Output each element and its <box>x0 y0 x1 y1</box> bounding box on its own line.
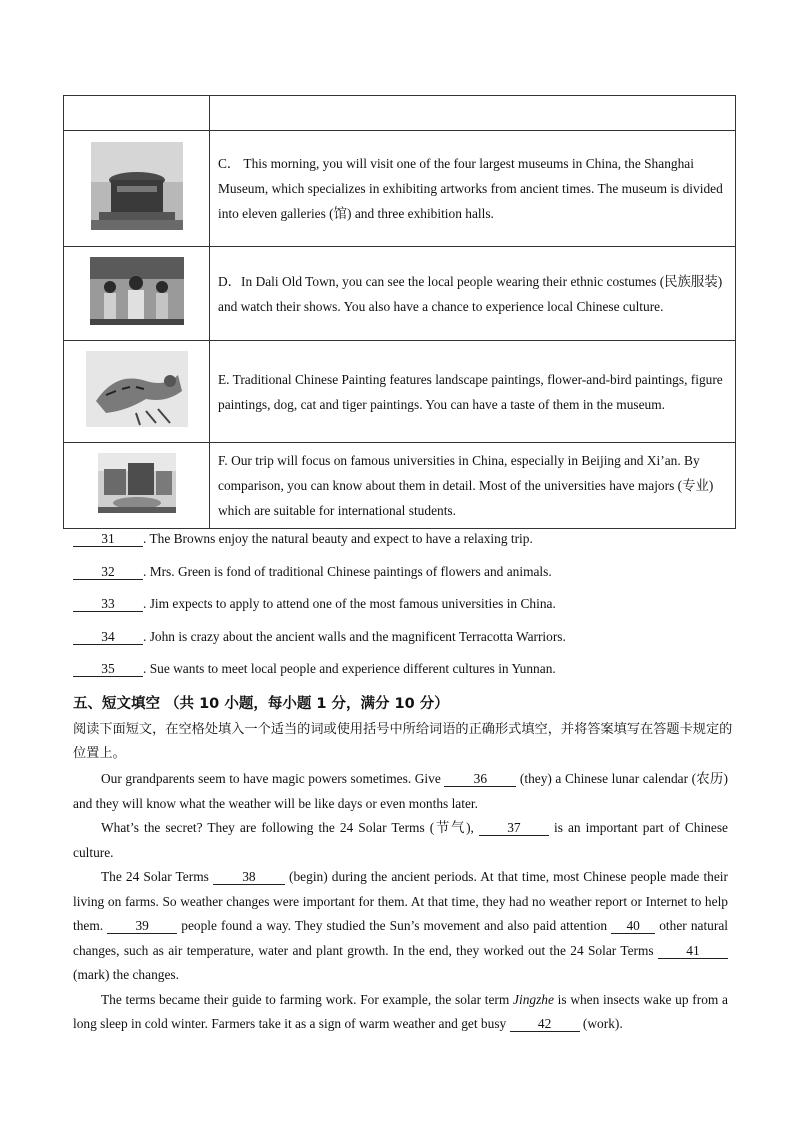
passage-text: other natural changes, such as air temperature, water and plant growth. In the end, they worked out the 24 Solar Terms <box>73 918 728 958</box>
answer-blank[interactable]: 34 <box>73 629 143 645</box>
passage-text: (work). <box>579 1016 623 1031</box>
passage-text: is when insects wake up from a long sleep in cold winter. Farmers take it as a sign of warm weather and get busy <box>73 991 728 1031</box>
option-c-text: C． This morning, you will visit one of the four largest museums in China, the Shanghai Museum, which specializes in exhibiting artworks from ancient times. The museum is divided into eleven galleries (馆) and three exhibition halls. <box>210 131 736 247</box>
answer-blank-38[interactable]: 38 <box>213 869 285 885</box>
section-title: 五、短文填空 （共 10 小题，每小题 1 分，满分 10 分） <box>73 696 449 712</box>
answer-blank[interactable]: 33 <box>73 596 143 612</box>
passage-text: is an important part of Chinese culture. <box>73 820 729 860</box>
paragraph <box>73 988 728 1037</box>
answer-blank-42[interactable]: 42 <box>510 1016 580 1032</box>
question-35 <box>73 659 753 692</box>
passage <box>73 767 728 1037</box>
question-34 <box>73 627 753 660</box>
answer-blank-40[interactable]: 40 <box>611 918 655 934</box>
passage-text: (mark) the changes. <box>73 967 179 982</box>
question-text: . John is crazy about the ancient walls and the magnificent Terracotta Warriors. <box>143 628 566 644</box>
answer-blank[interactable]: 35 <box>73 661 143 677</box>
question-text: . Jim expects to apply to attend one of the most famous universities in China. <box>143 596 556 612</box>
paragraph <box>73 865 728 988</box>
answer-blank-36[interactable]: 36 <box>444 771 516 787</box>
matching-questions <box>73 529 753 692</box>
photo-cell <box>64 131 210 247</box>
paragraph <box>73 767 728 816</box>
table-row <box>64 131 736 247</box>
table-row <box>64 247 736 341</box>
question-32 <box>73 562 753 595</box>
paragraph <box>73 816 728 865</box>
passage-text: The terms became their guide to farming work. For example, the solar term <box>101 991 514 1007</box>
photo-cell <box>64 247 210 341</box>
university-campus-photo <box>98 453 176 513</box>
passage-text: Our grandparents seem to have magic powers sometimes. Give <box>101 771 445 786</box>
answer-blank-39[interactable]: 39 <box>107 918 177 934</box>
passage-text: What’s the secret? They are following the 24 Solar Terms (节气), <box>101 820 479 835</box>
passage-text: The 24 Solar Terms <box>101 869 213 884</box>
option-e-text: E. Traditional Chinese Painting features landscape paintings, flower-and-bird paintings, figure paintings, dog, cat and tiger paintings. You can have a taste of them in the museum. <box>210 341 736 443</box>
table-cell-empty <box>64 96 210 131</box>
table-row <box>64 443 736 529</box>
answer-blank-41[interactable]: 41 <box>658 943 728 959</box>
table-cell-empty <box>210 96 736 131</box>
tiger-painting-photo <box>86 351 188 427</box>
photo-cell <box>64 341 210 443</box>
answer-blank-37[interactable]: 37 <box>479 820 549 836</box>
question-33 <box>73 594 753 627</box>
question-text: . Mrs. Green is fond of traditional Chinese paintings of flowers and animals. <box>143 563 552 579</box>
dali-costume-show-photo <box>90 257 184 325</box>
option-f-text: F. Our trip will focus on famous universities in China, especially in Beijing and Xi’an. By comparison, you can know about them in detail. Most of the universities have majors (专业) which are suitable for international students. <box>210 443 736 529</box>
passage-text: people found a way. They studied the Sun’s movement and also paid attention <box>177 918 612 933</box>
options-table <box>63 95 736 529</box>
question-31 <box>73 529 753 562</box>
table-row <box>64 341 736 443</box>
shanghai-museum-photo <box>91 142 183 230</box>
question-text: . Sue wants to meet local people and experience different cultures in Yunnan. <box>143 661 556 677</box>
option-d-text: D．In Dali Old Town, you can see the local people wearing their ethnic costumes (民族服装) and watch their shows. You also have a chance to experience local Chinese culture. <box>210 247 736 341</box>
section-instruction: 阅读下面短文，在空格处填入一个适当的词或使用括号中所给词语的正确形式填空，并将答案填写在答题卡规定的位置上。 <box>73 722 733 761</box>
question-text: . The Browns enjoy the natural beauty and expect to have a relaxing trip. <box>143 531 533 546</box>
answer-blank[interactable]: 31 <box>73 531 143 547</box>
passage-text: (they) a Chinese lunar calendar (农历) and they will know what the weather will be like days or even months later. <box>73 771 728 811</box>
passage-text: (begin) during the ancient periods. At that time, most Chinese people made their living on farms. So weather changes were important for them. At that time, they had no weather report or Internet to help them. <box>73 869 728 933</box>
table-row <box>64 96 736 131</box>
passage-italic-term: Jingzhe <box>513 991 554 1007</box>
answer-blank[interactable]: 32 <box>73 564 143 580</box>
photo-cell <box>64 443 210 529</box>
